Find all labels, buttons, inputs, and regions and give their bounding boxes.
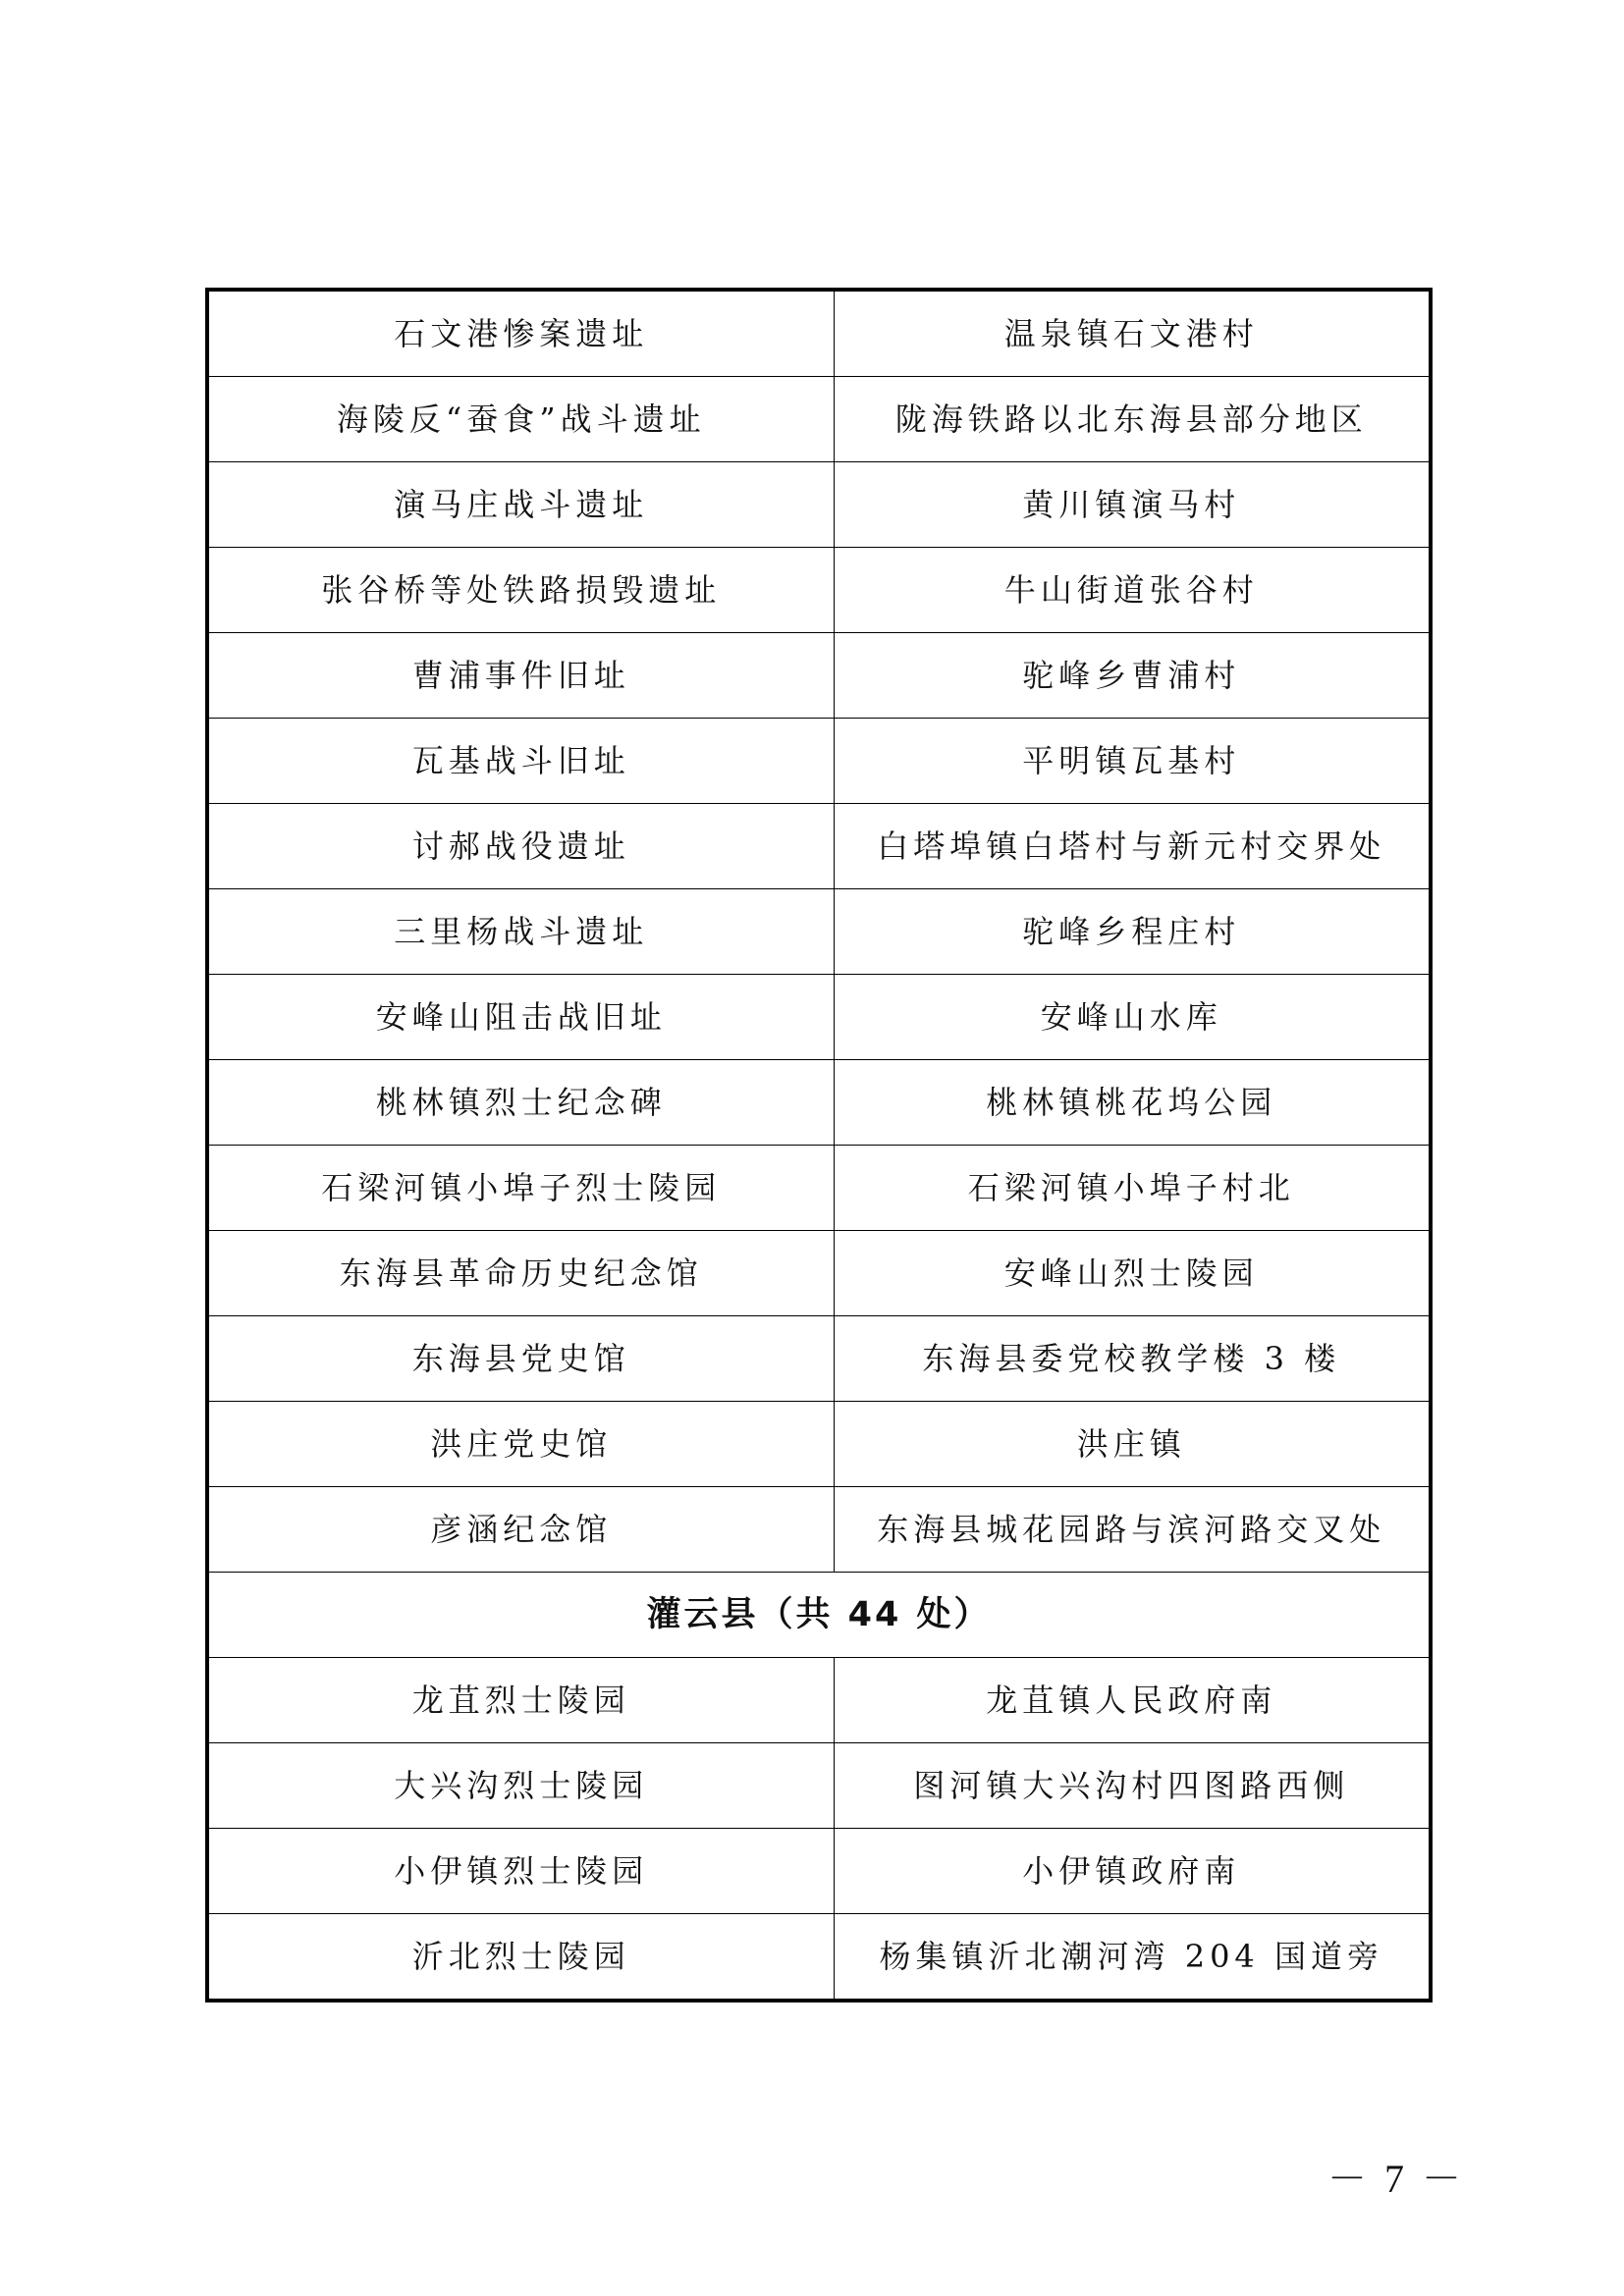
table-row — [207, 462, 1431, 548]
table-row — [207, 889, 1431, 975]
table-row — [207, 633, 1431, 719]
site-name: 小伊镇烈士陵园 — [207, 1829, 834, 1914]
site-location: 东海县城花园路与滨河路交叉处 — [834, 1487, 1431, 1573]
site-name: 三里杨战斗遗址 — [207, 889, 834, 975]
site-location: 东海县委党校教学楼 3 楼 — [834, 1316, 1431, 1402]
table-row — [207, 1231, 1431, 1316]
site-location: 牛山街道张谷村 — [834, 548, 1431, 633]
site-name: 洪庄党史馆 — [207, 1402, 834, 1487]
site-location: 图河镇大兴沟村四图路西侧 — [834, 1743, 1431, 1829]
site-location: 温泉镇石文港村 — [834, 290, 1431, 377]
section-header-row — [207, 1573, 1431, 1658]
site-name: 安峰山阻击战旧址 — [207, 975, 834, 1060]
table-row — [207, 1487, 1431, 1573]
site-name: 东海县党史馆 — [207, 1316, 834, 1402]
table-row — [207, 548, 1431, 633]
site-location: 洪庄镇 — [834, 1402, 1431, 1487]
table-row — [207, 1316, 1431, 1402]
table-row — [207, 1743, 1431, 1829]
site-name: 瓦基战斗旧址 — [207, 719, 834, 804]
site-location: 石梁河镇小埠子村北 — [834, 1146, 1431, 1231]
site-location: 小伊镇政府南 — [834, 1829, 1431, 1914]
site-name: 张谷桥等处铁路损毁遗址 — [207, 548, 834, 633]
site-location: 杨集镇沂北潮河湾 204 国道旁 — [834, 1914, 1431, 2002]
site-name: 大兴沟烈士陵园 — [207, 1743, 834, 1829]
site-location: 平明镇瓦基村 — [834, 719, 1431, 804]
site-location: 驼峰乡曹浦村 — [834, 633, 1431, 719]
site-name: 曹浦事件旧址 — [207, 633, 834, 719]
table-row — [207, 1146, 1431, 1231]
page-number: － 7 － — [1327, 2157, 1465, 2201]
site-name: 彦涵纪念馆 — [207, 1487, 834, 1573]
site-location: 安峰山水库 — [834, 975, 1431, 1060]
table-row — [207, 1060, 1431, 1146]
table-row — [207, 1829, 1431, 1914]
site-name: 沂北烈士陵园 — [207, 1914, 834, 2002]
table-row — [207, 377, 1431, 462]
site-name: 桃林镇烈士纪念碑 — [207, 1060, 834, 1146]
site-name: 讨郝战役遗址 — [207, 804, 834, 889]
site-name: 石梁河镇小埠子烈士陵园 — [207, 1146, 834, 1231]
site-location: 白塔埠镇白塔村与新元村交界处 — [834, 804, 1431, 889]
site-name: 石文港惨案遗址 — [207, 290, 834, 377]
table-row — [207, 1914, 1431, 2002]
table-row — [207, 1402, 1431, 1487]
site-location: 陇海铁路以北东海县部分地区 — [834, 377, 1431, 462]
site-name: 海陵反“蚕食”战斗遗址 — [207, 377, 834, 462]
site-location: 龙苴镇人民政府南 — [834, 1658, 1431, 1743]
table-row — [207, 719, 1431, 804]
site-location: 驼峰乡程庄村 — [834, 889, 1431, 975]
site-name: 演马庄战斗遗址 — [207, 462, 834, 548]
table-row — [207, 290, 1431, 377]
memorial-sites-table — [205, 288, 1433, 2002]
table-row — [207, 804, 1431, 889]
site-location: 安峰山烈士陵园 — [834, 1231, 1431, 1316]
site-name: 东海县革命历史纪念馆 — [207, 1231, 834, 1316]
section-header-guanyun: 灌云县（共 44 处） — [207, 1573, 1431, 1658]
table-row — [207, 975, 1431, 1060]
table-row — [207, 1658, 1431, 1743]
site-name: 龙苴烈士陵园 — [207, 1658, 834, 1743]
site-location: 桃林镇桃花坞公园 — [834, 1060, 1431, 1146]
site-location: 黄川镇演马村 — [834, 462, 1431, 548]
